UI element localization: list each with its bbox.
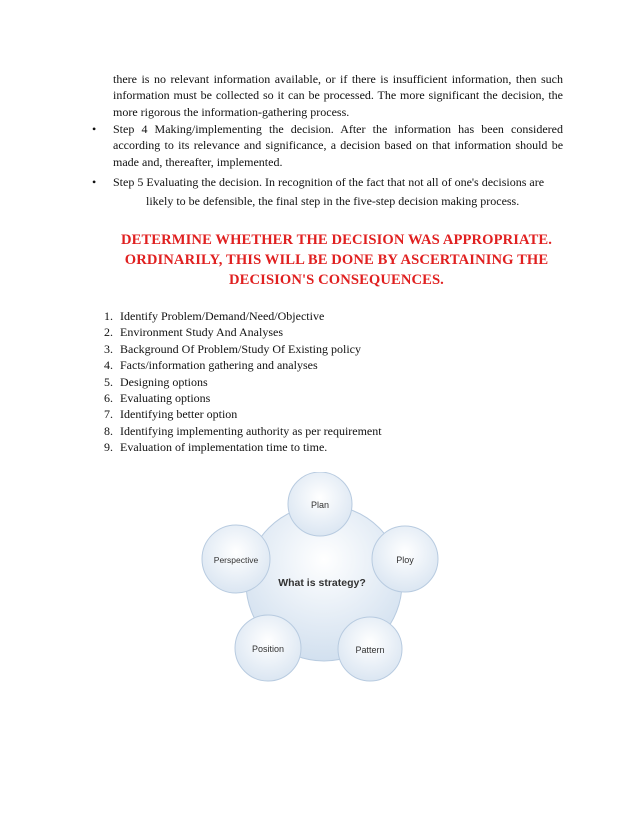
list-item [98,406,382,422]
continuation-line-1: there is no relevant information available, or if there is insufficient information, then such [113,72,563,86]
list-item-number: 1. [104,309,113,323]
list-item-number: 2. [104,325,113,340]
strategy-diagram [196,472,448,692]
list-item-text: Evaluating options [120,391,211,406]
bullet-line: according to its relevance and significance, a decision based on that information should [113,138,548,153]
list-item-number: 7. [104,407,113,422]
list-item [98,423,382,439]
list-item-number: 6. [104,391,113,406]
bullet-line: likely to be defensible, the final step in the five-step decision making process. [146,194,520,209]
pattern-label: Pattern [355,645,385,655]
bullet-icon: • [92,175,97,189]
list-item-number: 4. [104,358,113,373]
list-item [98,390,382,406]
bullet-text [113,121,563,170]
list-item-text: Background Of Problem/Study Of Existing policy [120,341,361,356]
list-item [98,439,382,455]
ploy-label: Ploy [396,555,414,565]
perspective-label: Perspective [213,555,259,565]
list-item [98,357,382,373]
bullet-line: Step 4 Making/implementing the decision. After the information has been considered [113,122,563,136]
list-item-text: Facts/information gathering and analyses [120,358,318,373]
list-item-text: Identifying better option [120,407,238,422]
list-item-number: 5. [104,374,113,389]
bullet-icon: • [92,122,97,136]
list-item [98,341,382,357]
continuation-line-3: the more rigorous the information-gathering process. [113,88,564,119]
center-label: What is strategy? [278,577,366,589]
list-item-text: Environment Study And Analyses [120,325,283,340]
section-heading [108,230,565,290]
bullet-line: be made and, thereafter, implemented. [113,138,564,169]
strategy-diagram-svg [196,472,448,692]
numbered-steps-list [98,308,382,456]
bullet-line: Step 5 Evaluating the decision. In recognition of the fact that not all of one's decisions are [113,175,545,189]
bullet-text [113,174,568,210]
list-item [98,374,382,390]
list-item-number: 3. [104,341,113,356]
continuation-paragraph [113,71,563,120]
list-item [98,324,382,340]
plan-label: Plan [310,500,330,510]
list-item-number: 9. [104,440,113,455]
list-item [98,308,382,324]
continuation-line-2: information must be collected so it can be processed. The more significant the decision, [113,88,545,103]
heading-line-2: ORDINARILY, THIS WILL BE DONE BY ASCERTAINING THE [124,252,549,268]
list-item-text: Identifying implementing authority as per requirement [120,423,382,438]
heading-line-3: DECISION'S CONSEQUENCES. [229,272,444,288]
list-item-text: Designing options [120,374,208,389]
list-item-text: Identify Problem/Demand/Need/Objective [120,309,325,323]
heading-line-1: DETERMINE WHETHER THE DECISION WAS APPROPRIATE. [121,232,552,248]
list-item-number: 8. [104,423,113,438]
position-label: Position [251,644,285,654]
list-item-text: Evaluation of implementation time to time. [120,440,328,455]
